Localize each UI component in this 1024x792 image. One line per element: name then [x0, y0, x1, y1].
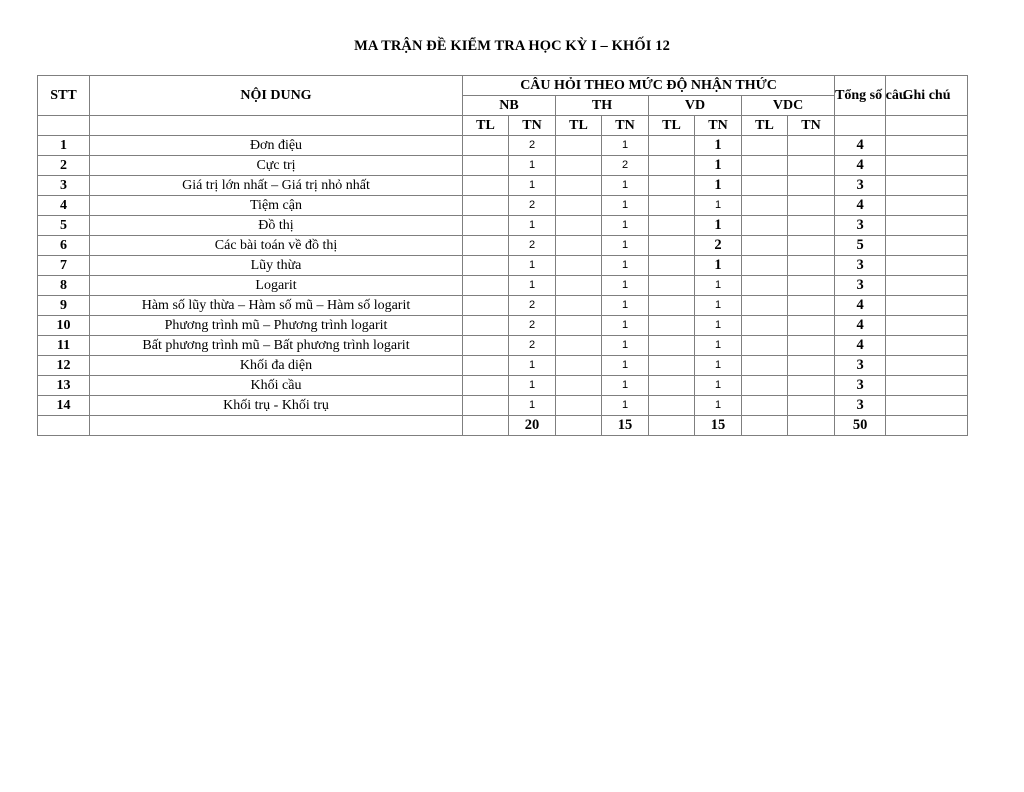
cell-vdc-tn: [788, 276, 835, 296]
cell-th-tl: [556, 276, 602, 296]
cell-th-tn: 1: [602, 176, 649, 196]
cell-vdc-tn: [788, 376, 835, 396]
cell-nb-tn: 2: [509, 336, 556, 356]
row-stt: 12: [38, 356, 90, 376]
row-content: Các bài toán về đồ thị: [90, 236, 463, 256]
header-level-nb: NB: [463, 96, 556, 116]
cell-vdc-tl: [742, 136, 788, 156]
cell-vdc-tl: [742, 156, 788, 176]
cell-vdc-tl: [742, 216, 788, 236]
cell-th-tl: [556, 316, 602, 336]
cell-nb-tl: [463, 316, 509, 336]
cell-th-tn: 1: [602, 276, 649, 296]
row-note: [886, 176, 968, 196]
cell-vd-tn: 1: [695, 176, 742, 196]
cell-nb-tl: [463, 336, 509, 356]
cell-vdc-tl: [742, 176, 788, 196]
header-total: Tổng số câu: [835, 76, 886, 116]
cell-th-tn: 1: [602, 196, 649, 216]
table-row: [38, 256, 968, 276]
header-sub: TN: [788, 116, 835, 136]
cell-th-tl: [556, 176, 602, 196]
row-total: 5: [835, 236, 886, 256]
cell-nb-tn: 1: [509, 176, 556, 196]
row-note: [886, 216, 968, 236]
cell-vd-tn: 1: [695, 356, 742, 376]
cell-nb-tl: [463, 256, 509, 276]
cell-vdc-tl: [742, 376, 788, 396]
cell-vdc-tn: [788, 236, 835, 256]
cell-th-tl: [556, 296, 602, 316]
cell-vd-tn: 1: [695, 156, 742, 176]
cell-th-tn: 1: [602, 316, 649, 336]
cell-vd-tl: [649, 376, 695, 396]
cell-nb-tl: [463, 296, 509, 316]
cell-nb-tn: 1: [509, 216, 556, 236]
row-total: 3: [835, 176, 886, 196]
header-empty: [90, 116, 463, 136]
table-row: [38, 336, 968, 356]
cell-th-tn: 1: [602, 336, 649, 356]
cell-vdc-tn: [788, 296, 835, 316]
cell-th-tn: 1: [602, 396, 649, 416]
cell-th-tl: [556, 196, 602, 216]
cell-nb-tn: 2: [509, 196, 556, 216]
cell-vd-tn: 1: [695, 276, 742, 296]
row-content: Bất phương trình mũ – Bất phương trình logarit: [90, 336, 463, 356]
cell-vdc-tl: [742, 236, 788, 256]
row-total: 4: [835, 296, 886, 316]
row-stt: 7: [38, 256, 90, 276]
cell-vd-tn: 1: [695, 216, 742, 236]
row-total: 3: [835, 276, 886, 296]
header-level-th: TH: [556, 96, 649, 116]
cell-vd-tl: [649, 296, 695, 316]
row-total: 4: [835, 196, 886, 216]
row-stt: 6: [38, 236, 90, 256]
cell-nb-tl: [463, 216, 509, 236]
header-group: CÂU HỎI THEO MỨC ĐỘ NHẬN THỨC: [463, 76, 835, 96]
row-stt: 1: [38, 136, 90, 156]
cell-vdc-tn: [788, 156, 835, 176]
cell-th-tl: [556, 336, 602, 356]
row-stt: 5: [38, 216, 90, 236]
header-empty: [886, 116, 968, 136]
totals-row: [38, 416, 968, 436]
row-total: 4: [835, 136, 886, 156]
table-row: [38, 136, 968, 156]
cell-vdc-tl: [742, 316, 788, 336]
row-content: Hàm số lũy thừa – Hàm số mũ – Hàm số logarit: [90, 296, 463, 316]
header-level-vd: VD: [649, 96, 742, 116]
cell-th-tl: [556, 376, 602, 396]
row-total: 3: [835, 216, 886, 236]
cell-th-tn: 1: [602, 216, 649, 236]
totals-th-tn: 15: [602, 416, 649, 436]
cell-vdc-tl: [742, 336, 788, 356]
cell-th-tl: [556, 156, 602, 176]
row-stt: 2: [38, 156, 90, 176]
header-sub: TN: [602, 116, 649, 136]
cell-vd-tl: [649, 176, 695, 196]
cell-nb-tl: [463, 176, 509, 196]
row-stt: 10: [38, 316, 90, 336]
row-total: 3: [835, 356, 886, 376]
cell-th-tl: [556, 256, 602, 276]
cell-th-tl: [556, 216, 602, 236]
cell-vdc-tn: [788, 336, 835, 356]
row-note: [886, 236, 968, 256]
totals-note: [886, 416, 968, 436]
table-row: [38, 196, 968, 216]
cell-th-tl: [556, 356, 602, 376]
header-level-vdc: VDC: [742, 96, 835, 116]
row-note: [886, 356, 968, 376]
cell-th-tl: [556, 136, 602, 156]
cell-nb-tl: [463, 136, 509, 156]
cell-nb-tl: [463, 276, 509, 296]
row-note: [886, 276, 968, 296]
cell-vdc-tl: [742, 276, 788, 296]
cell-th-tn: 1: [602, 236, 649, 256]
cell-nb-tn: 1: [509, 156, 556, 176]
cell-vd-tl: [649, 236, 695, 256]
cell-vdc-tn: [788, 196, 835, 216]
row-total: 3: [835, 256, 886, 276]
table-row: [38, 176, 968, 196]
header-sub: TL: [742, 116, 788, 136]
totals-vdc-tn: [788, 416, 835, 436]
cell-vd-tn: 1: [695, 256, 742, 276]
cell-vdc-tn: [788, 396, 835, 416]
cell-vd-tl: [649, 316, 695, 336]
cell-vd-tl: [649, 396, 695, 416]
cell-vdc-tl: [742, 296, 788, 316]
cell-vd-tl: [649, 336, 695, 356]
table-row: [38, 376, 968, 396]
row-note: [886, 296, 968, 316]
cell-vd-tn: 1: [695, 136, 742, 156]
cell-vd-tl: [649, 276, 695, 296]
cell-vd-tn: 1: [695, 376, 742, 396]
row-note: [886, 316, 968, 336]
row-total: 4: [835, 336, 886, 356]
totals-stt: [38, 416, 90, 436]
row-stt: 13: [38, 376, 90, 396]
cell-vd-tn: 1: [695, 336, 742, 356]
header-sub: TL: [556, 116, 602, 136]
row-content: Lũy thừa: [90, 256, 463, 276]
row-note: [886, 256, 968, 276]
cell-th-tn: 2: [602, 156, 649, 176]
header-sub: TN: [695, 116, 742, 136]
totals-nb-tn: 20: [509, 416, 556, 436]
cell-vd-tl: [649, 356, 695, 376]
cell-vdc-tl: [742, 256, 788, 276]
totals-th-tl: [556, 416, 602, 436]
cell-vd-tn: 1: [695, 316, 742, 336]
cell-vdc-tn: [788, 256, 835, 276]
table-row: [38, 216, 968, 236]
header-stt: STT: [38, 76, 90, 116]
cell-nb-tn: 1: [509, 356, 556, 376]
cell-nb-tn: 1: [509, 396, 556, 416]
header-sub: TN: [509, 116, 556, 136]
cell-th-tn: 1: [602, 136, 649, 156]
row-content: Phương trình mũ – Phương trình logarit: [90, 316, 463, 336]
cell-nb-tl: [463, 376, 509, 396]
row-stt: 14: [38, 396, 90, 416]
row-total: 3: [835, 376, 886, 396]
cell-nb-tn: 2: [509, 296, 556, 316]
row-content: Logarit: [90, 276, 463, 296]
row-total: 4: [835, 156, 886, 176]
cell-vd-tl: [649, 136, 695, 156]
cell-nb-tn: 1: [509, 276, 556, 296]
cell-vdc-tl: [742, 396, 788, 416]
exam-matrix-table: [37, 75, 968, 436]
cell-nb-tn: 1: [509, 376, 556, 396]
row-note: [886, 336, 968, 356]
table-row: [38, 296, 968, 316]
row-content: Khối cầu: [90, 376, 463, 396]
row-note: [886, 396, 968, 416]
cell-nb-tl: [463, 156, 509, 176]
cell-nb-tl: [463, 396, 509, 416]
row-total: 3: [835, 396, 886, 416]
row-stt: 11: [38, 336, 90, 356]
cell-th-tn: 1: [602, 296, 649, 316]
header-empty: [38, 116, 90, 136]
totals-content: [90, 416, 463, 436]
row-content: Giá trị lớn nhất – Giá trị nhỏ nhất: [90, 176, 463, 196]
header-note: Ghi chú: [886, 76, 968, 116]
cell-vdc-tn: [788, 136, 835, 156]
row-stt: 4: [38, 196, 90, 216]
cell-nb-tn: 2: [509, 236, 556, 256]
totals-vdc-tl: [742, 416, 788, 436]
cell-vdc-tn: [788, 316, 835, 336]
cell-vd-tn: 1: [695, 296, 742, 316]
row-content: Khối trụ - Khối trụ: [90, 396, 463, 416]
row-note: [886, 136, 968, 156]
cell-vd-tl: [649, 216, 695, 236]
cell-nb-tn: 2: [509, 316, 556, 336]
cell-vdc-tn: [788, 176, 835, 196]
row-stt: 9: [38, 296, 90, 316]
cell-vd-tn: 1: [695, 196, 742, 216]
cell-th-tn: 1: [602, 356, 649, 376]
row-total: 4: [835, 316, 886, 336]
row-content: Cực trị: [90, 156, 463, 176]
row-content: Khối đa diện: [90, 356, 463, 376]
table-row: [38, 396, 968, 416]
row-content: Đồ thị: [90, 216, 463, 236]
table-row: [38, 236, 968, 256]
cell-vdc-tn: [788, 356, 835, 376]
cell-th-tn: 1: [602, 376, 649, 396]
cell-th-tl: [556, 236, 602, 256]
row-content: Đơn điệu: [90, 136, 463, 156]
totals-nb-tl: [463, 416, 509, 436]
cell-vdc-tn: [788, 216, 835, 236]
cell-nb-tn: 1: [509, 256, 556, 276]
totals-vd-tn: 15: [695, 416, 742, 436]
table-row: [38, 276, 968, 296]
cell-th-tl: [556, 396, 602, 416]
row-content: Tiệm cận: [90, 196, 463, 216]
row-note: [886, 156, 968, 176]
cell-vd-tl: [649, 156, 695, 176]
page-title: MA TRẬN ĐỀ KIỂM TRA HỌC KỲ I – KHỐI 12: [354, 38, 670, 54]
header-empty: [835, 116, 886, 136]
table-row: [38, 316, 968, 336]
header-sub: TL: [649, 116, 695, 136]
row-stt: 8: [38, 276, 90, 296]
table-row: [38, 156, 968, 176]
row-note: [886, 196, 968, 216]
cell-vd-tl: [649, 196, 695, 216]
cell-vd-tn: 1: [695, 396, 742, 416]
totals-vd-tl: [649, 416, 695, 436]
header-content: NỘI DUNG: [90, 76, 463, 116]
header-sub: TL: [463, 116, 509, 136]
row-note: [886, 376, 968, 396]
cell-vd-tl: [649, 256, 695, 276]
cell-vdc-tl: [742, 356, 788, 376]
totals-total: 50: [835, 416, 886, 436]
cell-nb-tl: [463, 236, 509, 256]
cell-nb-tl: [463, 196, 509, 216]
cell-vdc-tl: [742, 196, 788, 216]
cell-nb-tn: 2: [509, 136, 556, 156]
table-row: [38, 356, 968, 376]
row-stt: 3: [38, 176, 90, 196]
cell-vd-tn: 2: [695, 236, 742, 256]
cell-nb-tl: [463, 356, 509, 376]
cell-th-tn: 1: [602, 256, 649, 276]
